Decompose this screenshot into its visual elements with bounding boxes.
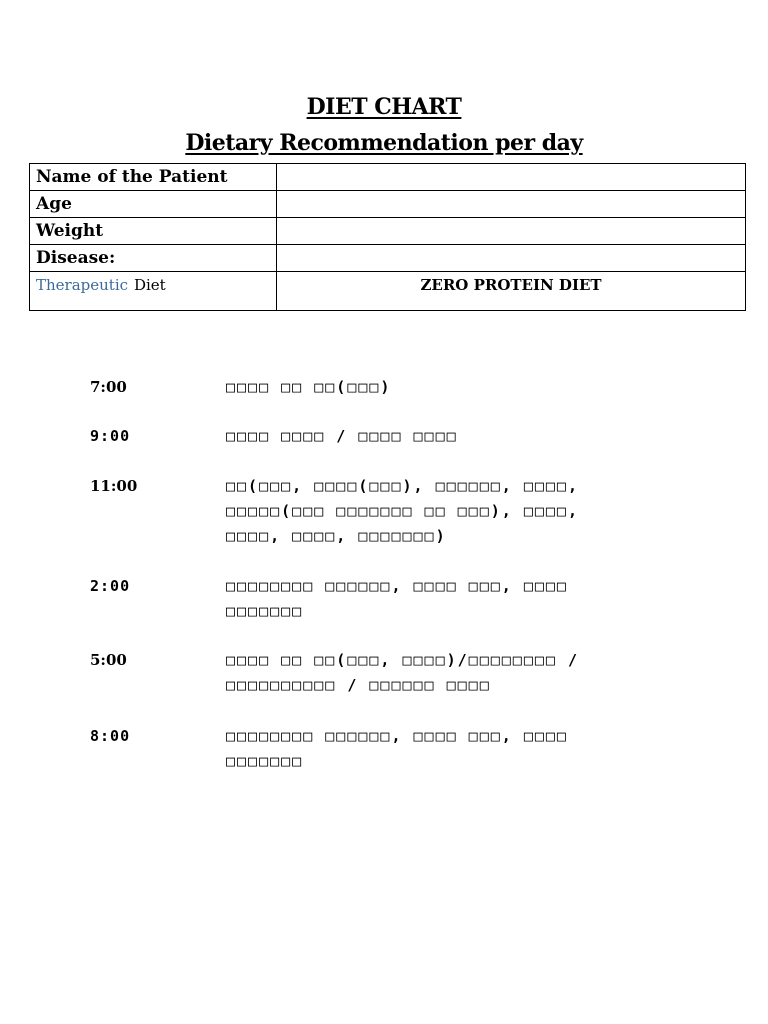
table-row (30, 191, 746, 218)
schedule-time: 9:00 (90, 427, 131, 445)
schedule-time: 5:00 (90, 651, 127, 669)
age-label: Age (30, 191, 277, 218)
description-line: □□□□, □□□□, □□□□□□□) (226, 527, 447, 545)
schedule-description (226, 724, 656, 774)
age-value (277, 191, 746, 218)
schedule-time: 11:00 (90, 477, 138, 495)
disease-value (277, 245, 746, 272)
description-line: □□□□ □□□□ / □□□□ □□□□ (226, 427, 458, 445)
description-line: □□□□□□□□ □□□□□□, □□□□ □□□, □□□□ (226, 727, 568, 745)
schedule-description (226, 648, 656, 698)
description-line: □□□□ □□ □□(□□□) (226, 378, 392, 396)
schedule-description (226, 375, 656, 400)
schedule-time: 8:00 (90, 727, 131, 745)
table-row (30, 218, 746, 245)
description-line: □□□□ □□ □□(□□□, □□□□)/□□□□□□□□ / (226, 651, 579, 669)
table-row (30, 164, 746, 191)
therapeutic-diet-label (30, 272, 277, 311)
disease-label: Disease: (30, 245, 277, 272)
therapeutic-diet-value-cell (277, 272, 746, 311)
schedule-time: 7:00 (90, 378, 127, 396)
description-line: □□□□□□□ (226, 602, 304, 620)
schedule-time: 2:00 (90, 577, 131, 595)
document-subtitle: Dietary Recommendation per day (185, 130, 583, 156)
schedule-description (226, 574, 656, 624)
therapeutic-word: Therapeutic (36, 276, 129, 294)
table-row (30, 245, 746, 272)
patient-info-table (29, 163, 746, 311)
description-line: □□□□□□□□□□ / □□□□□□ □□□□ (226, 676, 491, 694)
document-title: DIET CHART (306, 94, 462, 120)
patient-name-value (277, 164, 746, 191)
therapeutic-diet-word: Diet (133, 276, 166, 294)
description-line: □□□□□(□□□ □□□□□□□ □□ □□□), □□□□, (226, 502, 579, 520)
schedule-description (226, 474, 656, 549)
weight-label: Weight (30, 218, 277, 245)
description-line: □□□□□□□ (226, 752, 304, 770)
table-row (30, 272, 746, 311)
description-line: □□(□□□, □□□□(□□□), □□□□□□, □□□□, (226, 477, 579, 495)
therapeutic-diet-value: ZERO PROTEIN DIET (420, 276, 602, 294)
patient-name-label: Name of the Patient (30, 164, 277, 191)
schedule-description (226, 424, 656, 449)
weight-value (277, 218, 746, 245)
description-line: □□□□□□□□ □□□□□□, □□□□ □□□, □□□□ (226, 577, 568, 595)
